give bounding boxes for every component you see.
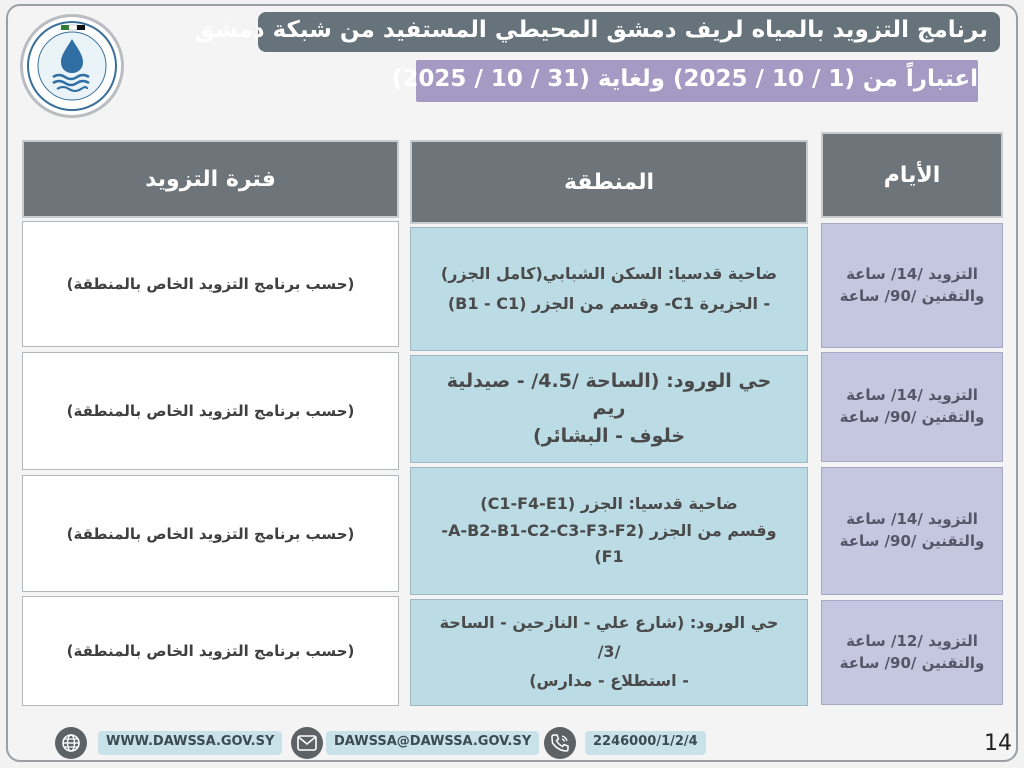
days-supply-text: التزويد /14/ ساعة bbox=[846, 264, 978, 283]
water-drop-logo-icon bbox=[23, 17, 121, 115]
page-title: برنامج التزويد بالمياه لريف دمشق المحيطي المستفيد من شبكة دمشق bbox=[258, 12, 1000, 52]
column-header-days: الأيام bbox=[821, 132, 1003, 218]
table-row-zone bbox=[410, 355, 808, 463]
zone-text-line: وقسم من الجزر (A-B2-B1-C2-C3-F3-F2- bbox=[441, 520, 777, 540]
zone-text-line: ضاحية قدسيا: الجزر (C1-F4-E1) bbox=[480, 494, 738, 514]
table-row-zone bbox=[410, 467, 808, 595]
table-row-period: (حسب برنامج التزويد الخاص بالمنطقة) bbox=[22, 475, 399, 592]
phone-number[interactable]: 2246000/1/2/4 bbox=[585, 731, 706, 755]
zone-text-line: - الجزيرة C1- وقسم من الجزر (B1 - C1) bbox=[447, 294, 771, 313]
website-link[interactable]: WWW.DAWSSA.GOV.SY bbox=[98, 731, 282, 755]
zone-text-line: ضاحية قدسيا: السكن الشبابي(كامل الجزر) bbox=[440, 263, 778, 283]
zone-text-line: F1) bbox=[594, 547, 624, 567]
days-supply-text: التزويد /14/ ساعة bbox=[846, 386, 978, 405]
zone-text-line: حي الورود: (شارع علي - النازحين - الساحة /3/ bbox=[439, 613, 779, 662]
days-supply-text: التزويد /14/ ساعة bbox=[846, 510, 978, 529]
table-row-zone bbox=[410, 599, 808, 706]
table-row-zone bbox=[410, 227, 808, 351]
table-row-days bbox=[821, 352, 1003, 462]
column-header-period: فترة التزويد bbox=[22, 140, 399, 218]
table-row-period: (حسب برنامج التزويد الخاص بالمنطقة) bbox=[22, 596, 399, 706]
zone-text-line: حي الورود: (الساحة /4.5/ - صيدلية ريم bbox=[446, 369, 772, 420]
organization-logo bbox=[20, 14, 124, 118]
table-row-period: (حسب برنامج التزويد الخاص بالمنطقة) bbox=[22, 221, 399, 347]
days-supply-text: التزويد /12/ ساعة bbox=[846, 631, 978, 650]
table-row-period: (حسب برنامج التزويد الخاص بالمنطقة) bbox=[22, 352, 399, 470]
days-rationing-text: والتقنين /90/ ساعة bbox=[839, 653, 985, 672]
column-header-zone: المنطقة bbox=[410, 140, 808, 224]
days-rationing-text: والتقنين /90/ ساعة bbox=[839, 532, 985, 550]
table-row-days bbox=[821, 223, 1003, 348]
globe-icon[interactable] bbox=[55, 727, 87, 759]
zone-text-line: خلوف - البشائر) bbox=[532, 424, 686, 447]
envelope-icon[interactable] bbox=[291, 727, 323, 759]
days-rationing-text: والتقنين /90/ ساعة bbox=[839, 286, 985, 305]
table-row-days bbox=[821, 467, 1003, 595]
zone-text-line: - استطلاع - مدارس) bbox=[529, 670, 689, 690]
date-range-banner: اعتباراً من (1 / 10 / 2025) ولغاية (31 / 10 / 2025) bbox=[416, 60, 978, 102]
phone-icon[interactable] bbox=[544, 727, 576, 759]
days-rationing-text: والتقنين /90/ ساعة bbox=[839, 408, 985, 426]
email-link[interactable]: DAWSSA@DAWSSA.GOV.SY bbox=[326, 731, 539, 755]
page-number: 14 bbox=[984, 731, 1012, 756]
table-row-days bbox=[821, 600, 1003, 705]
